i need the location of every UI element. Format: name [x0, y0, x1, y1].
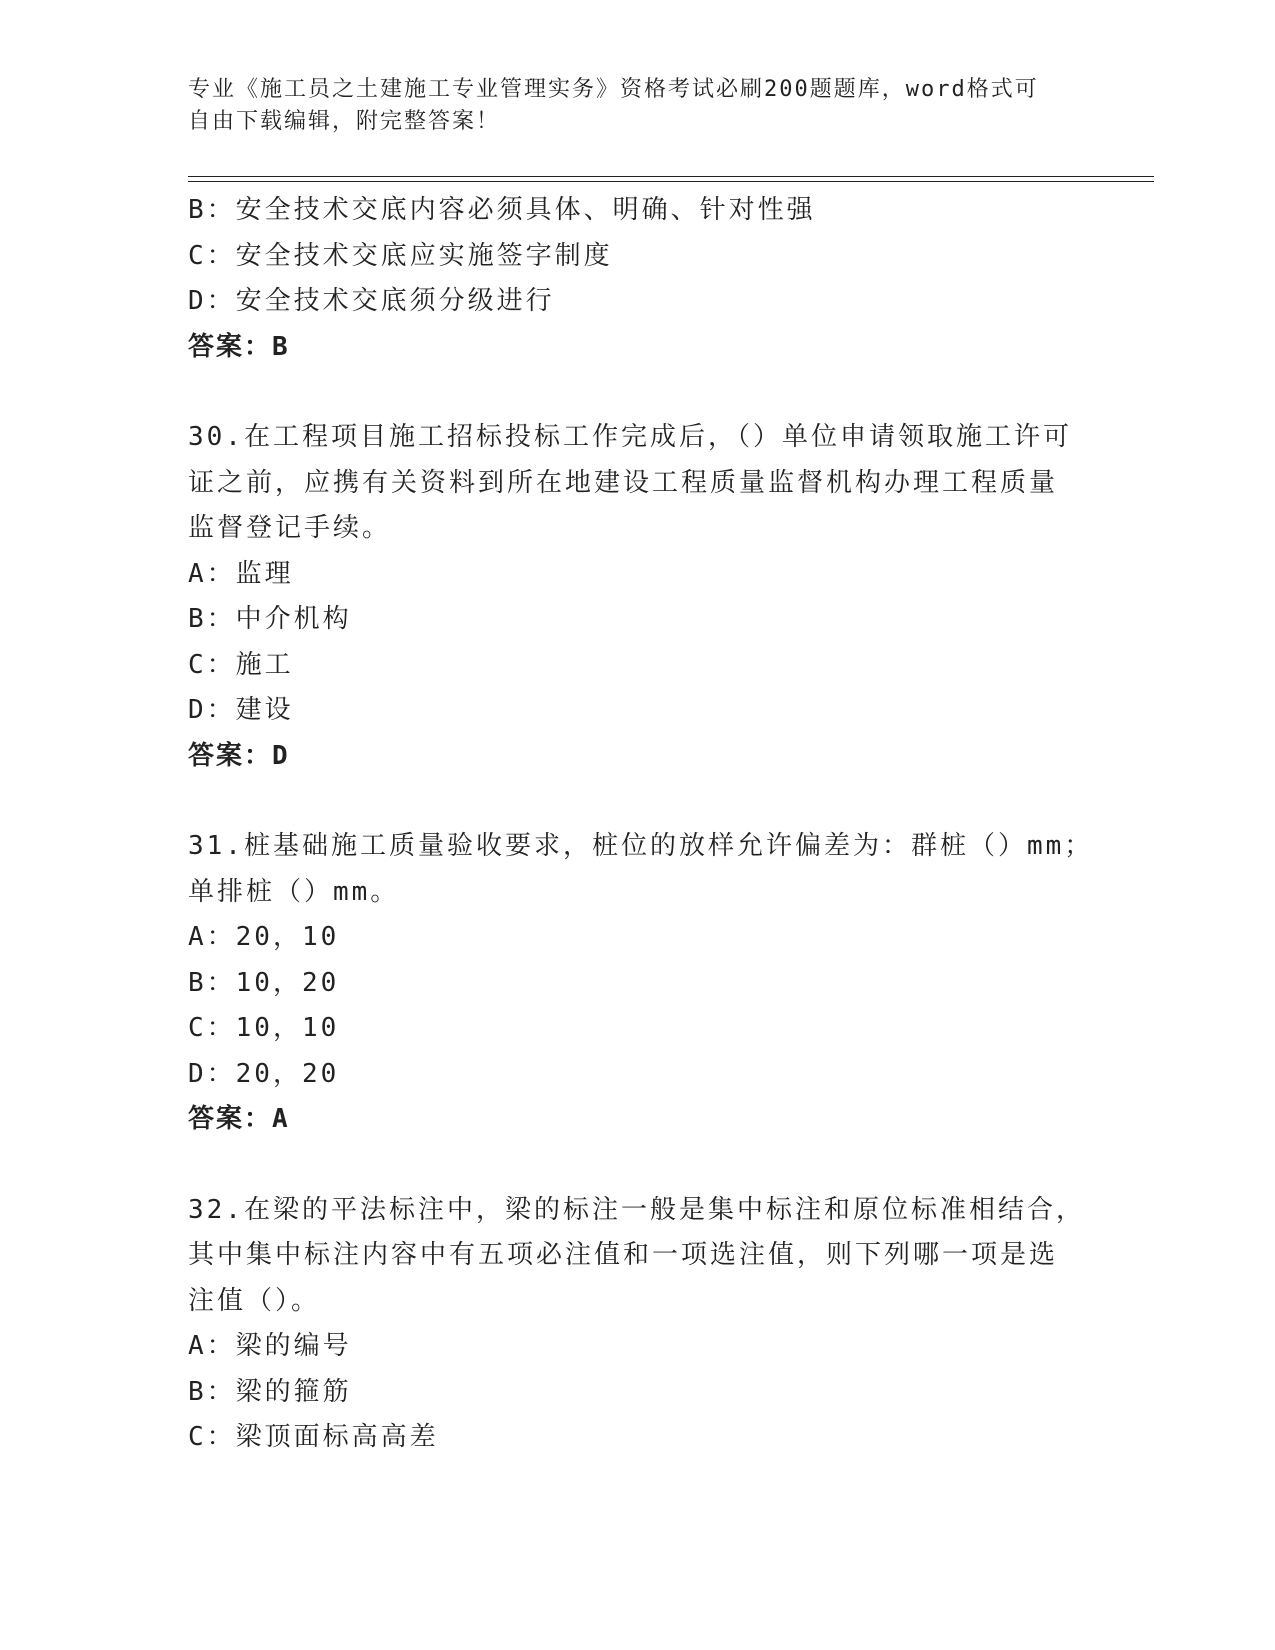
spacer	[188, 1143, 1088, 1188]
stem-line: 30.在工程项目施工招标投标工作完成后，（）单位申请领取施工许可	[188, 422, 1072, 452]
spacer	[188, 370, 1088, 415]
question-stem	[188, 415, 1088, 552]
header-line-2: 自由下载编辑，附完整答案！	[188, 109, 501, 134]
option-c: C：安全技术交底应实施签字制度	[188, 240, 613, 271]
question-30	[188, 415, 1088, 779]
option-b: B：梁的箍筋	[188, 1376, 352, 1407]
document-header	[188, 74, 1068, 138]
stem-line: 证之前，应携有关资料到所在地建设工程质量监督机构办理工程质量	[188, 467, 1059, 498]
stem-line: 单排桩（）mm。	[188, 876, 400, 907]
stem-line: 31.桩基础施工质量验收要求，桩位的放样允许偏差为：群桩（）mm；	[188, 831, 1094, 861]
question-stem	[188, 1188, 1088, 1325]
spacer	[188, 779, 1088, 824]
option-a: A：梁的编号	[188, 1331, 352, 1361]
question-32	[188, 1188, 1088, 1461]
option-c: C：10，10	[188, 1013, 340, 1043]
option-c: C：梁顶面标高高差	[188, 1422, 439, 1452]
answer-line: 答案：A	[188, 1104, 290, 1134]
question-31	[188, 824, 1094, 1143]
stem-line: 注值（）。	[188, 1285, 321, 1316]
stem-line: 监督登记手续。	[188, 513, 392, 543]
question-stem	[188, 824, 1094, 915]
option-a: A：20，10	[188, 922, 340, 952]
option-d: D：建设	[188, 695, 294, 725]
option-b: B：10，20	[188, 967, 340, 998]
header-rule-bottom	[188, 181, 1154, 182]
answer-line: 答案：B	[188, 331, 290, 362]
option-c: C：施工	[188, 649, 294, 680]
option-b: B：安全技术交底内容必须具体、明确、针对性强	[188, 195, 816, 225]
document-body	[188, 188, 1094, 1461]
header-rule-top	[188, 176, 1154, 177]
option-d: D：安全技术交底须分级进行	[188, 286, 555, 316]
option-d: D：20，20	[188, 1058, 340, 1089]
stem-line: 其中集中标注内容中有五项必注值和一项选注值，则下列哪一项是选	[188, 1240, 1059, 1270]
option-a: A：监理	[188, 558, 294, 589]
option-b: B：中介机构	[188, 604, 352, 634]
question-29-tail	[188, 188, 1088, 370]
header-line-1: 专业《施工员之土建施工专业管理实务》资格考试必刷200题题库，word格式可	[188, 77, 1039, 102]
stem-line: 32.在梁的平法标注中，梁的标注一般是集中标注和原位标准相结合，	[188, 1194, 1085, 1225]
answer-line: 答案：D	[188, 740, 290, 771]
